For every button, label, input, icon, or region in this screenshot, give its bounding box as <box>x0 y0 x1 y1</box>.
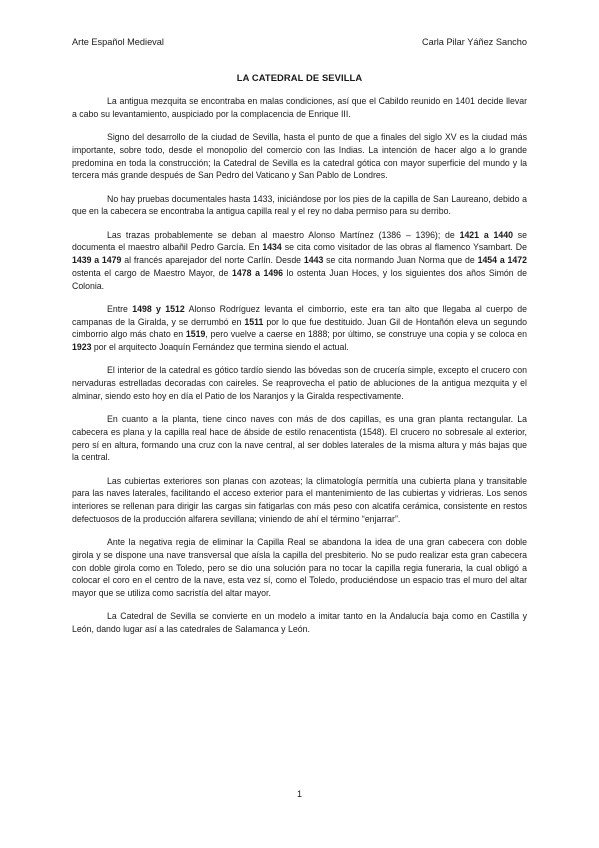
body-paragraph <box>72 95 527 121</box>
bold-date: 1421 a 1440 <box>459 229 513 240</box>
paragraph-text: se documenta el maestro albañil Pedro García. En <box>72 229 527 253</box>
body-paragraph <box>72 193 527 219</box>
paragraph-text: se cita normando Juan Norma que de <box>323 255 478 265</box>
paragraph-text: Ante la negativa regia de eliminar la Capilla Real se abandona la idea de una gran cabecera con doble girola y se dispone una nave transversal que aísla la capilla del presbiterio. No se pudo realizar esta gran cabecera con doble girola como en Toledo, pero se dio una solución para no tocar la capilla regia funeraria, la cual obligó a colocar el coro en el centro de la nave, esta vez sí, como el Toledo, produciéndose un espacio tras el muro del altar mayor que se utiliza como sacristía del altar mayor. <box>72 537 527 598</box>
bold-date: 1439 a 1479 <box>72 255 122 265</box>
paragraph-text: se cita como visitador de las obras al flamenco Ysambart. De <box>281 242 527 253</box>
paragraph-text: , pero vuelve a caerse en 1888; por último, se construye una copia y se coloca en <box>205 329 527 340</box>
bold-date: 1519 <box>185 329 206 340</box>
paragraph-text: La Catedral de Sevilla se convierte en un modelo a imitar tanto en la Andalucía baja como en Castilla y León, dando lugar así a las catedrales de Salamanca y León. <box>72 611 527 634</box>
paragraph-text: Entre <box>107 303 133 314</box>
paragraph-text: al francés aparejador del norte Carlín. Desde <box>121 255 304 265</box>
page-header <box>72 37 527 51</box>
header-author-name: Carla Pilar Yáñez Sancho <box>421 37 527 47</box>
body-paragraph <box>72 413 527 464</box>
paragraph-text: Las trazas probablemente se deban al maestro Alonso Martínez (1386 – 1396); de <box>107 229 460 240</box>
paragraph-text: La antigua mezquita se encontraba en malas condiciones, así que el Cabildo reunido en 1401 decide llevar a cabo su levantamiento, auspiciado por la complacencia de Enrique III. <box>72 96 527 119</box>
page-number: 1 <box>296 789 302 799</box>
bold-date: 1923 <box>72 342 92 352</box>
body-paragraph <box>72 131 527 182</box>
document-body <box>72 95 527 646</box>
paragraph-text: El interior de la catedral es gótico tardío siendo las bóvedas son de crucería simple, excepto el crucero con nervaduras estrelladas decoradas con caireles. Se reaprovecha el patio de abluciones de la antigua mezquita y el alminar, siendo esto hoy en día el Patio de los Naranjos y la Giralda respectivamente. <box>72 365 527 401</box>
body-paragraph <box>72 364 527 402</box>
body-paragraph <box>72 229 527 293</box>
bold-date: 1434 <box>262 242 282 253</box>
bold-date: 1478 a 1496 <box>232 267 284 278</box>
paragraph-text: Las cubiertas exteriores son planas con azoteas; la climatología permitía una cubierta plana y transitable para las naves laterales, facilitando el acceso exterior para el mantenimiento de las cubiertas y vidrieras. Los senos interiores se rellenan para dirigir las cargas sin fatigarlas con más peso con alcatifa cerámica, consistente en restos defectuosos de la producción alfarera sevillana; viniendo de ahí el término “enjarrar”. <box>72 475 527 524</box>
paragraph-text: Signo del desarrollo de la ciudad de Sevilla, hasta el punto de que a finales del siglo XV es la ciudad más importante, sobre todo, desde el monopolio del comercio con las Indias. La intención de hacer algo a lo grande predomina en toda la construcción; la Catedral de Sevilla es la catedral gótica con mayor superficie del mundo y la tercera más grande después de San Pedro del Vaticano y San Pablo de Londres. <box>72 132 527 181</box>
bold-date: 1498 y 1512 <box>132 303 185 314</box>
bold-date: 1511 <box>244 316 264 327</box>
paragraph-text: ostenta el cargo de Maestro Mayor, de <box>72 267 232 278</box>
header-course-title: Arte Español Medieval <box>72 37 164 47</box>
document-title: LA CATEDRAL DE SEVILLA <box>236 72 363 83</box>
bold-date: 1454 a 1472 <box>477 255 527 265</box>
paragraph-text: por el arquitecto Joaquín Fernández que termina siendo el actual. <box>91 342 349 352</box>
paragraph-text: Alonso Rodríguez levanta el cimborrio, este era tan alto que llegaba al cuerpo de campanas de la Giralda, y se derrumbó en <box>72 303 527 327</box>
paragraph-text: lo ostenta Juan Hoces, y los siguientes dos años Simón de Colonia. <box>72 267 527 291</box>
bold-date: 1443 <box>303 255 324 265</box>
body-paragraph <box>72 610 527 636</box>
body-paragraph <box>72 303 527 354</box>
body-paragraph <box>72 536 527 600</box>
paragraph-text: En cuanto a la planta, tiene cinco naves con más de dos capillas, es una gran planta rectangular. La cabecera es plana y la capilla real hace de ábside de estilo renacentista (1548). El crucero no sobresale al exterior, pero sí en altura, formando una cruz con la nave central, al ser dobles laterales de la misma altura y más bajas que la central. <box>72 414 527 463</box>
paragraph-text: No hay pruebas documentales hasta 1433, iniciándose por los pies de la capilla de San Laureano, debido a que en la cabecera se encontraba la antigua capilla real y el rey no daba permiso para su derribo. <box>72 193 527 217</box>
paragraph-text: por lo que fue destituido. Juan Gil de Hontañón eleva un segundo cimborrio algo más chato en <box>72 316 527 340</box>
body-paragraph <box>72 475 527 526</box>
